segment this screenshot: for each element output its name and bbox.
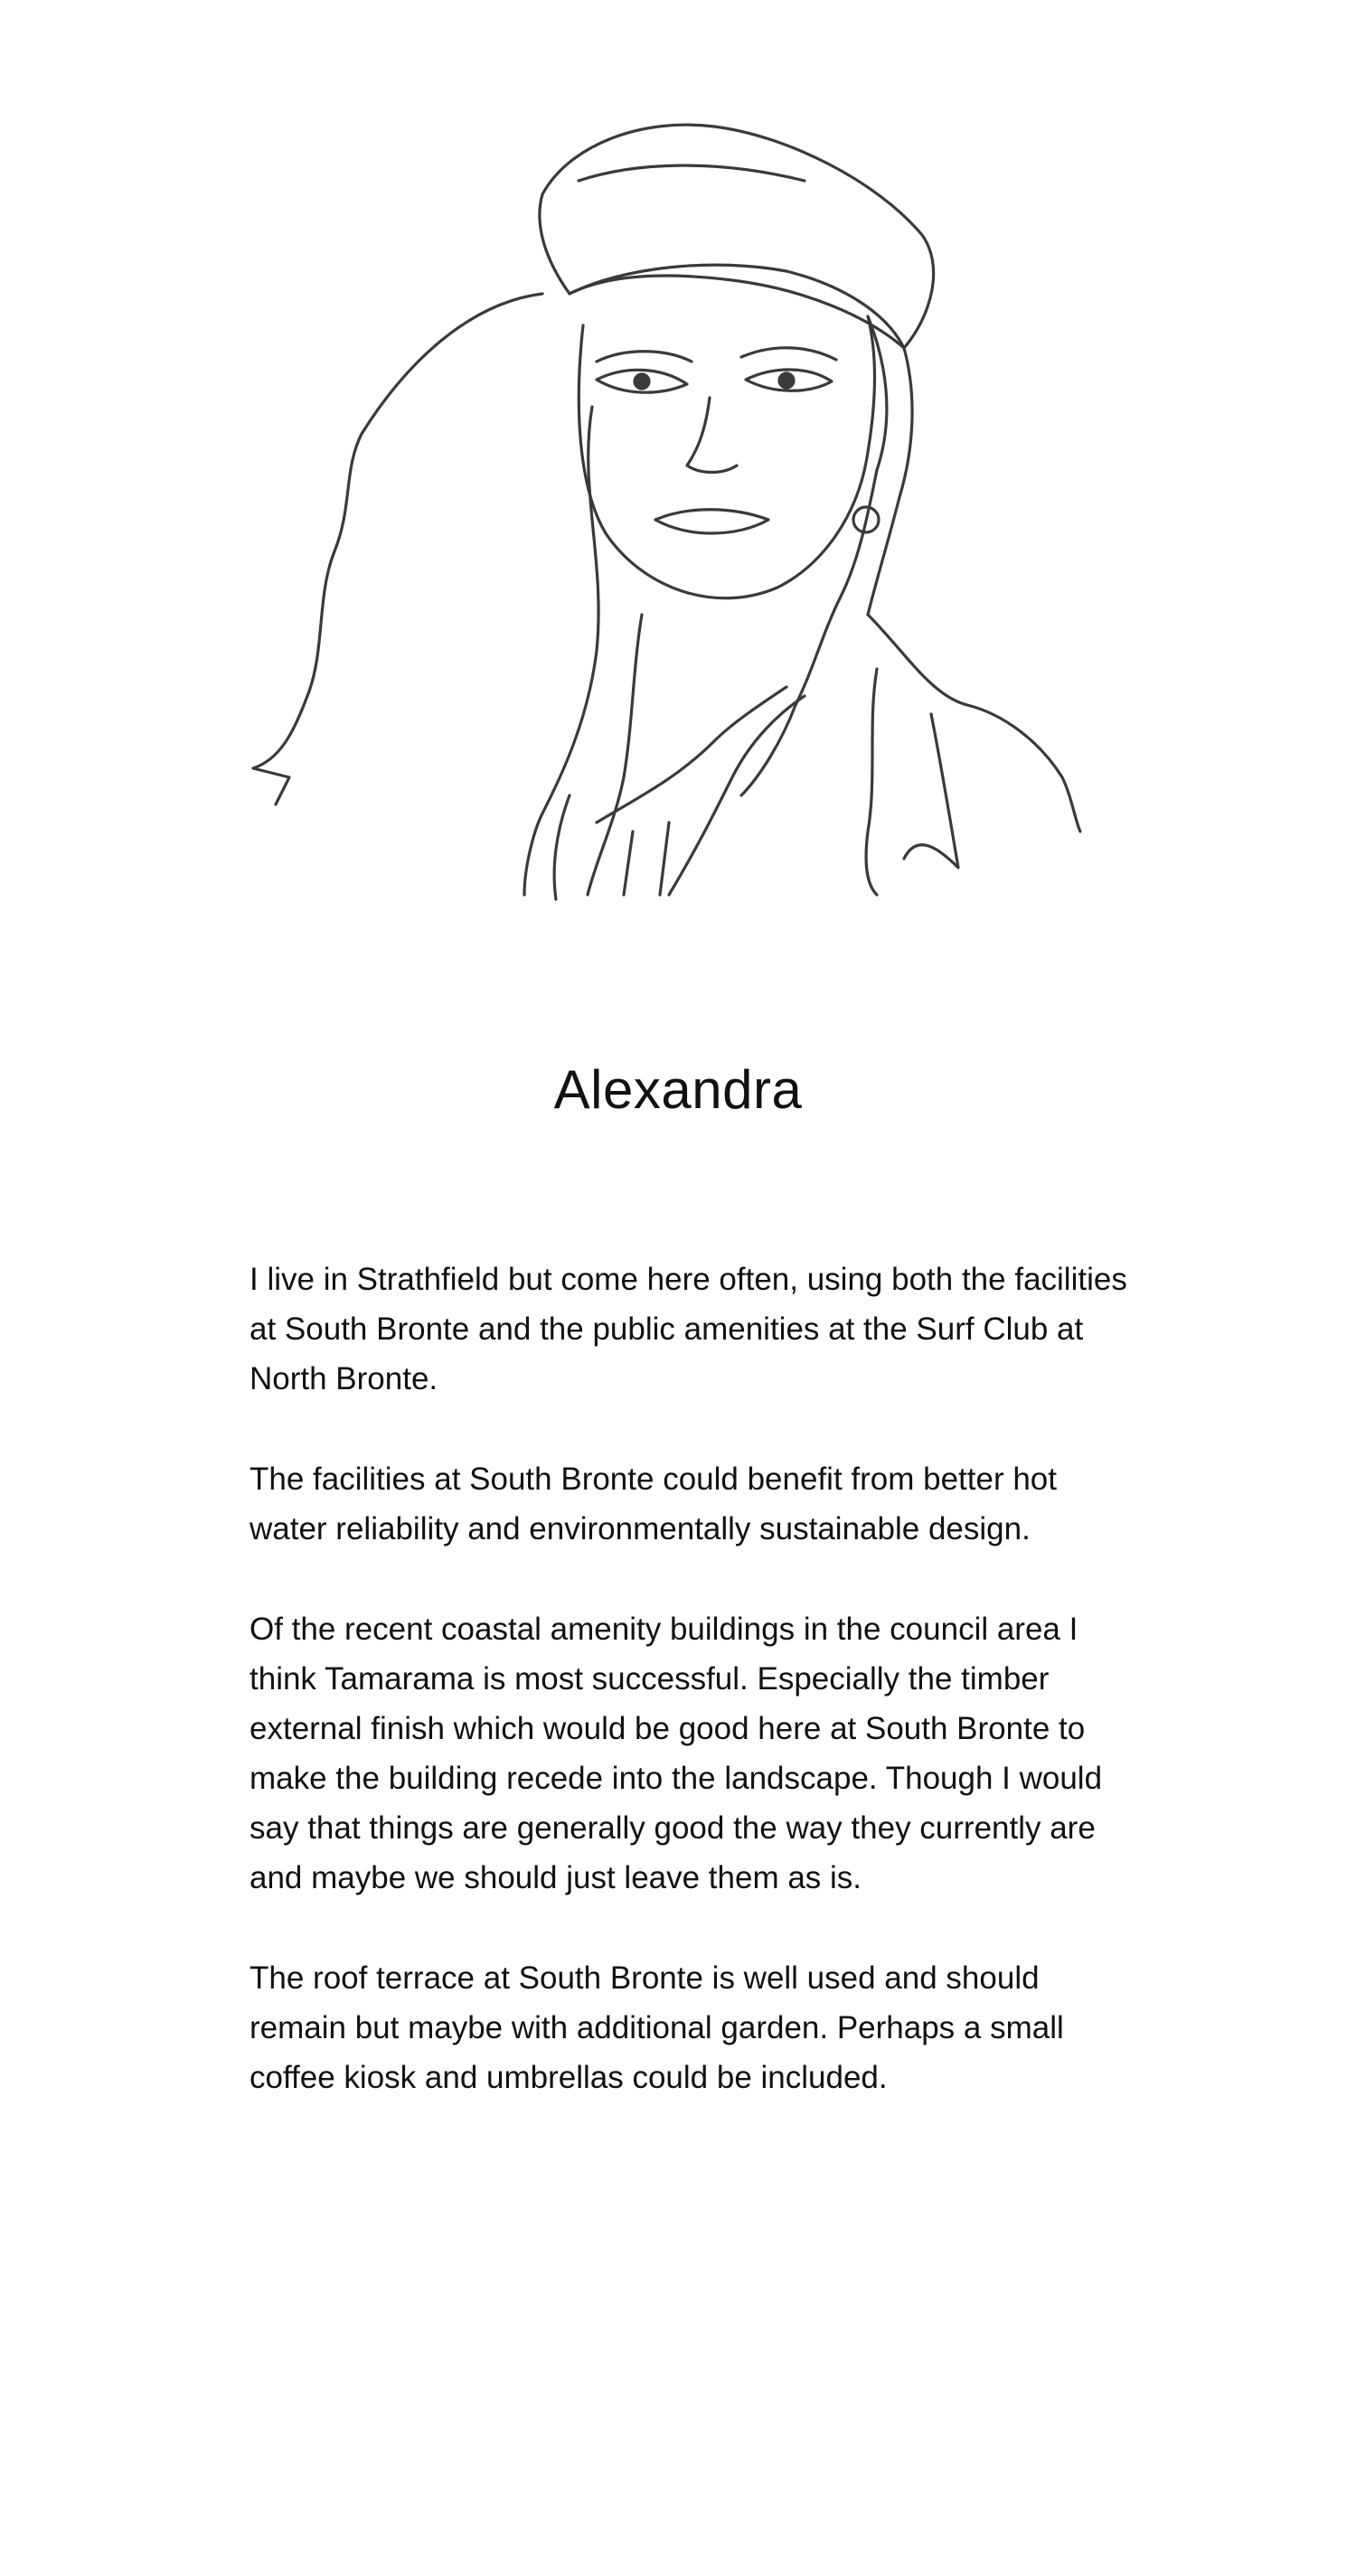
jacket-right [866,669,877,895]
left-pupil [635,374,649,389]
shoulder-right [868,615,1080,832]
collar [597,687,786,823]
portrait-sketch-icon [244,108,1112,922]
nose [687,398,737,473]
mouth-upper [655,510,768,520]
portrait-illustration [244,108,1112,922]
paragraph-3: Of the recent coastal amenity buildings in the council area I think Tamarama is most successful. Especially the timber external finish which would be good here at South Bronte to make the building recede into the landscape. Though I would say that things are generally good the way they currently are and maybe we should just leave them as is. [250,1612,1103,1895]
body-left [554,795,570,899]
right-pupil [779,373,794,388]
person-name: Alexandra [553,1059,803,1120]
cap-brim [570,265,904,348]
paragraph-2: The facilities at South Bronte could benefit from better hot water reliability and environmentally sustainable design. [250,1462,1057,1547]
hair-left [253,294,542,804]
right-brow [741,348,836,360]
paragraph-1: I live in Strathfield but come here often, using both the facilities at South Bronte and the public amenities at the Surf Club at North Bronte. [250,1262,1127,1396]
face-outline [579,316,874,598]
mouth-lower [655,520,768,533]
lapel [904,714,958,868]
cap-crown-line [579,165,805,181]
paragraph-4: The roof terrace at South Bronte is well used and should remain but maybe with additional garden. Perhaps a small coffee kiosk and umbrellas could be included. [250,1960,1064,2095]
testimonial-body [250,1255,1135,2153]
shirt-lines [624,823,669,895]
cap-outline [540,125,934,348]
left-brow [597,352,692,362]
collar-inner [669,696,805,895]
